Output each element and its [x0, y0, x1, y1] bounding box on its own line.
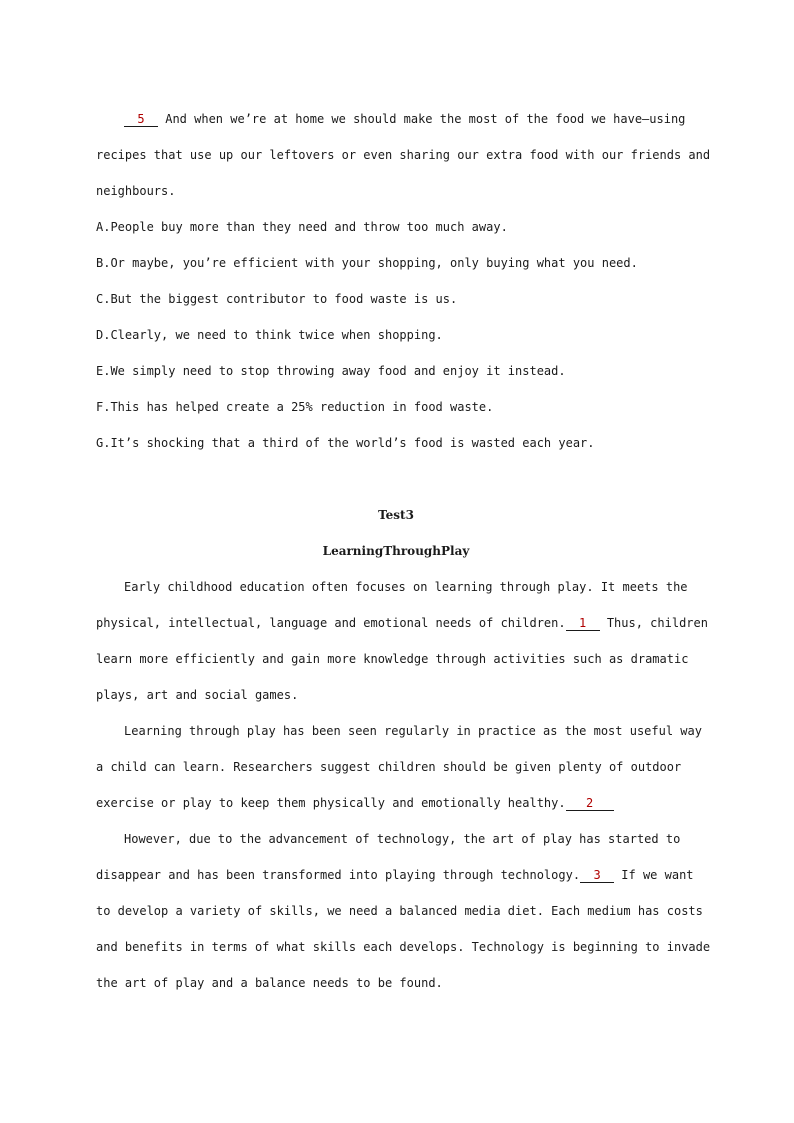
option-c: C.But the biggest contributor to food waste is us. [96, 292, 458, 306]
blank-3[interactable]: 3 [580, 868, 614, 883]
option-f: F.This has helped create a 25% reduction in food waste. [96, 400, 494, 414]
paragraph-5-text: And when we’re at home we should make the most of the food we have—using [158, 112, 686, 126]
paragraph-1-line-4: plays, art and social games. [96, 688, 299, 702]
paragraph-1-line-2 [96, 605, 708, 641]
paragraph-3-line-5: the art of play and a balance needs to be found. [96, 976, 443, 990]
paragraph-1-line-3: learn more efficiently and gain more knowledge through activities such as dramatic [96, 652, 689, 666]
document-page [96, 101, 711, 1001]
paragraph-5-line-2: recipes that use up our leftovers or even sharing our extra food with our friends and [96, 148, 711, 162]
paragraph-2-text: exercise or play to keep them physically and emotionally healthy. [96, 796, 566, 810]
paragraph-2-line-3 [96, 785, 696, 821]
blank-1[interactable]: 1 [566, 616, 600, 631]
paragraph-3-line-2 [96, 857, 696, 893]
paragraph-2-line-2: a child can learn. Researchers suggest children should be given plenty of outdoor [96, 760, 682, 774]
paragraph-3-line-4: and benefits in terms of what skills each develops. Technology is beginning to invade [96, 940, 711, 954]
paragraph-5-line-3: neighbours. [96, 184, 176, 198]
section-gap [96, 461, 696, 497]
paragraph-1-line-1: Early childhood education often focuses on learning through play. It meets the [124, 580, 688, 594]
passage-title: LearningThroughPlay [322, 544, 470, 558]
option-d: D.Clearly, we need to think twice when shopping. [96, 328, 443, 342]
paragraph-3-line-1: However, due to the advancement of technology, the art of play has started to [124, 832, 681, 846]
option-a: A.People buy more than they need and throw too much away. [96, 220, 508, 234]
paragraph-3-text: disappear and has been transformed into playing through technology. [96, 868, 581, 882]
option-g: G.It’s shocking that a third of the world’s food is wasted each year. [96, 436, 595, 450]
paragraph-3-text-after: If we want [614, 868, 694, 882]
paragraph-3-line-3: to develop a variety of skills, we need a balanced media diet. Each medium has costs [96, 904, 703, 918]
paragraph-1-text: physical, intellectual, language and emotional needs of children. [96, 616, 566, 630]
paragraph-2-line-1: Learning through play has been seen regularly in practice as the most useful way [124, 724, 702, 738]
option-b: B.Or maybe, you’re efficient with your shopping, only buying what you need. [96, 256, 638, 270]
blank-2[interactable]: 2 [566, 796, 614, 811]
option-e: E.We simply need to stop throwing away food and enjoy it instead. [96, 364, 566, 378]
paragraph-5-line-1 [96, 101, 696, 137]
test-heading: Test3 [378, 508, 414, 522]
paragraph-1-text-after: Thus, children [599, 616, 708, 630]
blank-5[interactable]: 5 [124, 112, 158, 127]
